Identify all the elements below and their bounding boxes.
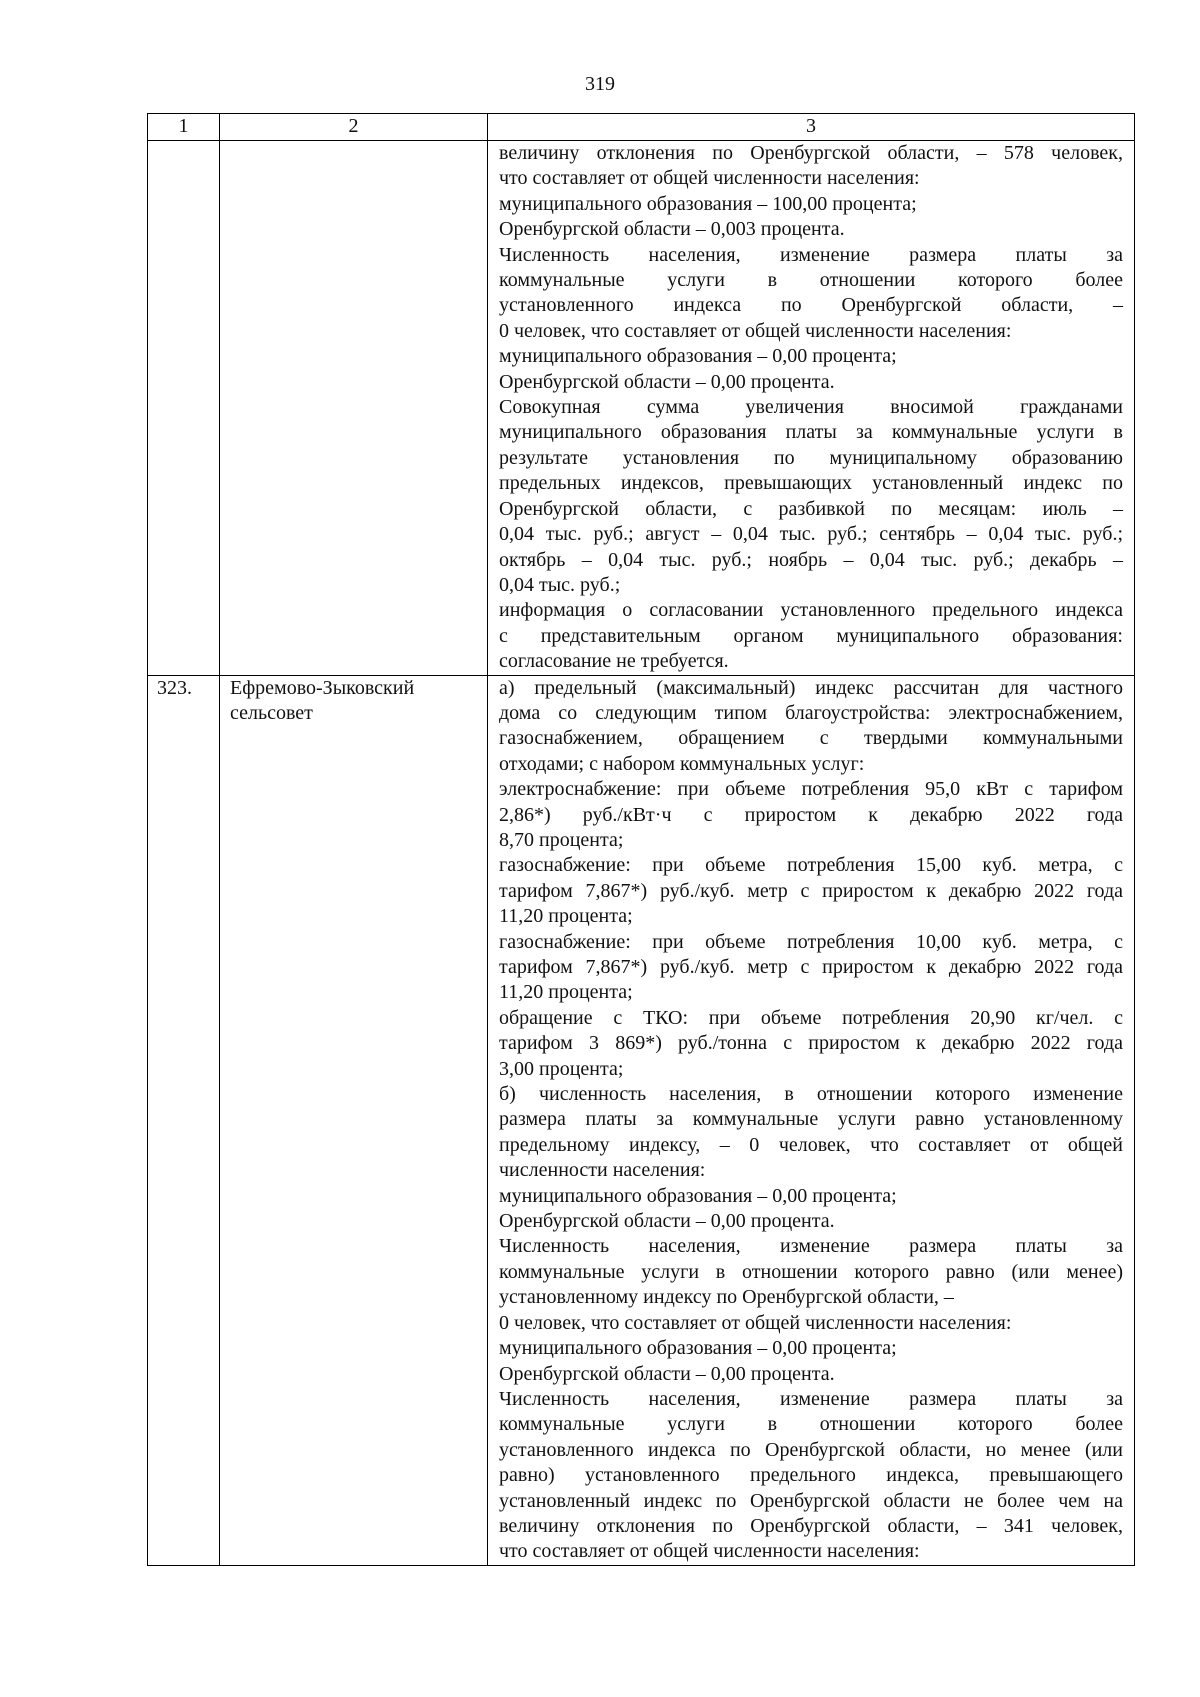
text-line: Оренбургской области – 0,00 процента. [499,1362,835,1385]
text-line: Численность населения, изменение размера платы за [499,243,1123,266]
text-line: дома со следующим типом благоустройства: электроснабжением, [499,701,1123,724]
text-line: газоснабжение: при объеме потребления 15,00 куб. метра, с [499,854,1123,877]
text-line: установленного индекса по Оренбургской области, но менее (или [499,1438,1123,1461]
header-col-2: 2 [220,114,488,141]
text-line: результате установления по муниципальному образованию [499,446,1123,469]
text-line: электроснабжение: при объеме потребления 95,0 кВт с тарифом [499,778,1123,801]
text-line: согласование не требуется. [499,650,729,673]
text-line: 0 человек, что составляет от общей численности населения: [499,1311,1012,1334]
text-line: Оренбургской области – 0,00 процента. [499,1210,835,1233]
text-line: октябрь – 0,04 тыс. руб.; ноябрь – 0,04 тыс. руб.; декабрь – [499,548,1123,571]
text-line: б) численность населения, в отношении которого изменение [499,1083,1123,1106]
text-line: муниципального образования – 100,00 процента; [499,192,917,215]
text-line: предельному индексу, – 0 человек, что составляет от общей [499,1133,1123,1156]
text-line: коммунальные услуги в отношении которого равно (или менее) [499,1260,1123,1283]
text-line: Оренбургской области, с разбивкой по месяцам: июль – [499,497,1123,520]
text-line: величину отклонения по Оренбургской области, – 578 человек, [499,142,1123,164]
text-line: 0 человек, что составляет от общей численности населения: [499,319,1012,342]
text-line: информация о согласовании установленного предельного индекса [499,599,1123,622]
text-line: коммунальные услуги в отношении которого более [499,1413,1123,1436]
text-line: размера платы за коммунальные услуги равно установленному [499,1108,1123,1131]
header-col-1: 1 [148,114,220,141]
row-description-cell [488,141,1135,676]
text-line: с представительным органом муниципального образования: [499,624,1123,647]
document-table [147,113,1135,1566]
text-line: установленного индекса по Оренбургской области, – [499,294,1123,317]
text-line: предельных индексов, превышающих установленный индекс по [499,472,1123,495]
table-row-continuation [148,141,1135,676]
text-line: Численность населения, изменение размера платы за [499,1235,1123,1258]
text-line: муниципального образования – 0,00 процента; [499,345,897,368]
text-line: а) предельный (максимальный) индекс рассчитан для частного [499,676,1123,699]
text-line: величину отклонения по Оренбургской области, – 341 человек, [499,1514,1123,1537]
text-line: 8,70 процента; [499,828,624,851]
text-line: численности населения: [499,1159,706,1182]
municipality-name-line: сельсовет [230,701,313,724]
text-line: Оренбургской области – 0,00 процента. [499,370,835,393]
text-line: Численность населения, изменение размера платы за [499,1387,1123,1410]
text-line: установленному индексу по Оренбургской области, – [499,1286,954,1309]
text-line: что составляет от общей численности населения: [499,167,920,190]
text-line: обращение с ТКО: при объеме потребления 20,90 кг/чел. с [499,1006,1123,1029]
text-line: 11,20 процента; [499,905,633,928]
text-line: тарифом 7,867*) руб./куб. метр с приростом к декабрю 2022 года [499,879,1123,902]
header-col-3: 3 [488,114,1135,141]
text-line: муниципального образования – 0,00 процента; [499,1184,897,1207]
text-line: Совокупная сумма увеличения вносимой гражданами [499,396,1123,419]
text-line: 2,86*) руб./кВт·ч с приростом к декабрю 2022 года [499,803,1123,826]
row-name-cell [220,675,488,1565]
table-row-323 [148,675,1135,1565]
text-line: тарифом 3 869*) руб./тонна с приростом к декабрю 2022 года [499,1032,1123,1055]
text-line: 0,04 тыс. руб.; [499,573,621,596]
text-line: коммунальные услуги в отношении которого более [499,269,1123,292]
text-line: тарифом 7,867*) руб./куб. метр с приростом к декабрю 2022 года [499,956,1123,978]
page-number: 319 [585,73,615,95]
table-header-row [148,114,1135,141]
text-line: отходами; с набором коммунальных услуг: [499,752,865,775]
row-number-cell [148,141,220,676]
text-line: установленный индекс по Оренбургской области не более чем на [499,1489,1123,1512]
row-number-cell: 323. [148,675,220,1565]
text-line: 3,00 процента; [499,1057,624,1080]
text-line: Оренбургской области – 0,003 процента. [499,218,845,241]
municipality-name-line: Ефремово-Зыковский [230,676,415,699]
text-line: 0,04 тыс. руб.; август – 0,04 тыс. руб.; сентябрь – 0,04 тыс. руб.; [499,523,1123,546]
text-line: что составляет от общей численности населения: [499,1540,920,1563]
text-line: муниципального образования платы за коммунальные услуги в [499,421,1123,444]
text-line: газоснабжением, обращением с твердыми коммунальными [499,727,1123,750]
text-line: газоснабжение: при объеме потребления 10,00 куб. метра, с [499,930,1123,953]
row-description-cell [488,675,1135,1565]
text-line: муниципального образования – 0,00 процента; [499,1337,897,1360]
text-line: равно) установленного предельного индекса, превышающего [499,1464,1123,1487]
row-name-cell [220,141,488,676]
text-line: 11,20 процента; [499,981,633,1004]
